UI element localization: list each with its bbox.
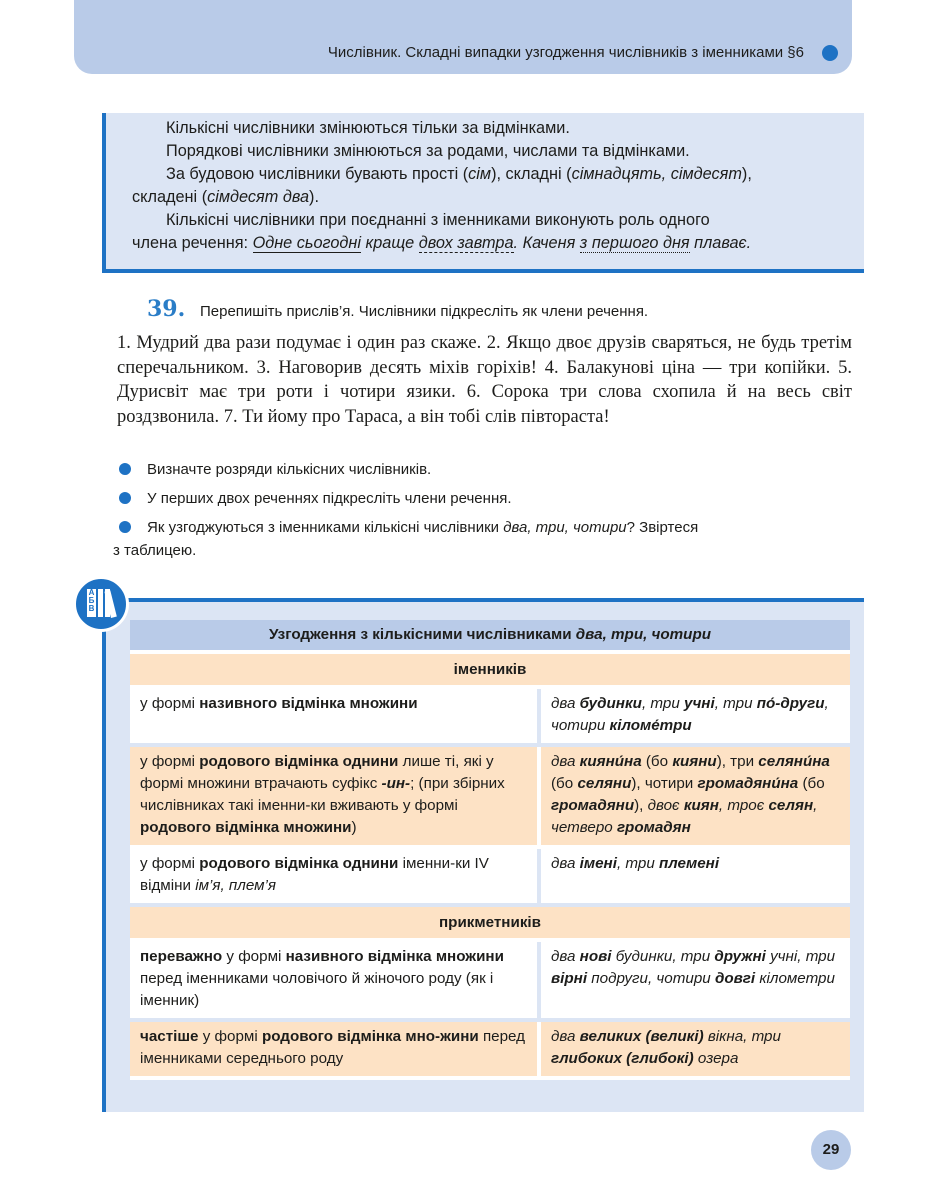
example-text: два bbox=[551, 753, 580, 770]
example-cell bbox=[541, 849, 850, 907]
example-text: двоє bbox=[643, 797, 684, 814]
section-nouns: іменників bbox=[130, 654, 850, 689]
example-word: імені bbox=[579, 855, 617, 872]
example-word: довгі bbox=[714, 970, 756, 987]
example-adverbial: з першого дня bbox=[579, 234, 690, 252]
exercise-text: 1. Мудрий два рази подумає і один раз скаже. 2. Якщо двоє друзів сваряться, не будь третім сперечальником. 3. Наговорив десять міхів горіхів! 4. Балакунові ціна — три копійки. 5. Дурисвіт має три роти і чотири язики. 6. Сорока три слова схопила й на весь світ роздзвонила. 7. Ти йому про Тараса, а він тобі слів півтораста! bbox=[117, 333, 852, 427]
example-text: (бо bbox=[798, 775, 825, 792]
rule-cell: частіше у формі родового відмінка мно-жини перед іменниками середнього роду bbox=[130, 1022, 541, 1080]
example-text: , троє bbox=[718, 797, 769, 814]
example-word: громадян bbox=[616, 819, 691, 836]
abv-label: А Б В bbox=[87, 589, 96, 617]
example-word: селян bbox=[768, 797, 814, 814]
example-text: , три bbox=[714, 695, 757, 712]
rule-line: складені (сімдесят два). bbox=[132, 188, 319, 206]
example-word: нові bbox=[579, 948, 612, 965]
example-word: селяни́на bbox=[758, 753, 830, 770]
example-word: други bbox=[780, 695, 825, 712]
example-word: громадяни bbox=[551, 797, 635, 814]
example-text: (бо bbox=[641, 753, 673, 770]
example-word: дружні bbox=[714, 948, 766, 965]
example-text: два bbox=[551, 1028, 580, 1045]
example-text: , чотири bbox=[551, 695, 829, 734]
example-text: будинки, три bbox=[611, 948, 715, 965]
example-text: подруги, чотири bbox=[587, 970, 715, 987]
bullet-icon bbox=[119, 463, 131, 475]
rule-line: Кількісні числівники змінюються тільки за відмінками. bbox=[166, 119, 570, 137]
exercise-number: 39. bbox=[147, 296, 186, 322]
rule-line: члена речення: Одне сьогодні краще двох завтра. Каченя з першого дня плаває. bbox=[132, 234, 752, 252]
example-text: два bbox=[551, 855, 580, 872]
table-caption: Узгодження з кількісними числівниками два, три, чотири bbox=[130, 620, 850, 654]
rule-line: Порядкові числівники змінюються за родами, числами та відмінками. bbox=[166, 142, 690, 160]
example-text: учні, три bbox=[765, 948, 836, 965]
rule-cell: у формі родового відмінка однини іменни-ки IV відміни ім’я, плем’я bbox=[130, 849, 541, 907]
example-subject: Одне сьогодні bbox=[252, 234, 361, 252]
table-row bbox=[130, 942, 850, 1022]
example-word: учні bbox=[684, 695, 715, 712]
table-row bbox=[130, 689, 850, 747]
example-word: кіломе́три bbox=[609, 717, 692, 734]
example-text: ), чотири bbox=[631, 775, 698, 792]
rule-box bbox=[102, 113, 864, 273]
example-object: двох завтра bbox=[418, 234, 514, 252]
section-adjectives: прикметників bbox=[130, 907, 850, 942]
header-title: Числівник. Складні випадки узгодження числівників з іменниками §6 bbox=[327, 44, 804, 61]
header-dot-icon bbox=[822, 45, 838, 61]
example-text: вікна, bbox=[703, 1028, 748, 1045]
example-word: селяни bbox=[577, 775, 632, 792]
example-text: озера bbox=[693, 1050, 739, 1067]
table-row bbox=[130, 1022, 850, 1080]
example-text: три bbox=[747, 1028, 781, 1045]
example-text: (бо bbox=[551, 775, 578, 792]
rule-line: За будовою числівники бувають прості (сім), складні (сімнадцять, сімдесят), bbox=[166, 165, 752, 183]
example-cell bbox=[541, 1022, 850, 1080]
bullet-icon bbox=[119, 521, 131, 533]
page-number: 29 bbox=[811, 1130, 851, 1170]
rule-cell: переважно у формі називного відмінка множини перед іменниками чоловічого й жіночого роду (як і іменник) bbox=[130, 942, 541, 1022]
example-word: киян bbox=[683, 797, 719, 814]
example-word: глибоких (глибокі) bbox=[551, 1050, 694, 1067]
example-word: великих (великі) bbox=[579, 1028, 704, 1045]
table-row bbox=[130, 849, 850, 907]
bullet-icon bbox=[119, 492, 131, 504]
example-cell bbox=[541, 689, 850, 747]
example-word: кияни́на bbox=[579, 753, 642, 770]
example-word: громадяни́на bbox=[697, 775, 799, 792]
example-text: кілометри bbox=[755, 970, 835, 987]
example-word: племені bbox=[659, 855, 720, 872]
page-header bbox=[74, 0, 852, 74]
rule-line: Кількісні числівники при поєднанні з іменниками виконують роль одного bbox=[166, 211, 710, 229]
example-text: два bbox=[551, 948, 580, 965]
example-text: ), три bbox=[716, 753, 759, 770]
rule-cell: у формі називного відмінка множини bbox=[130, 689, 541, 747]
example-word: вірні bbox=[551, 970, 588, 987]
exercise-task: Перепишіть прислів’я. Числівники підкресліть як члени речення. bbox=[200, 303, 649, 320]
example-text: два bbox=[551, 695, 580, 712]
example-word: по́- bbox=[756, 695, 781, 712]
example-word: кияни bbox=[672, 753, 717, 770]
rule-cell: у формі родового відмінка однини лише ті, які у формі множини втрачають суфікс -ин-; (при збірних числівниках такі іменни-ки вживають у формі родового відмінка множини) bbox=[130, 747, 541, 849]
example-text: , четверо bbox=[551, 797, 818, 836]
example-text: , три bbox=[616, 855, 659, 872]
example-word: будинки bbox=[579, 695, 642, 712]
table-row bbox=[130, 747, 850, 849]
example-cell bbox=[541, 942, 850, 1022]
agreement-table bbox=[130, 620, 850, 1080]
example-text: , три bbox=[641, 695, 684, 712]
example-cell bbox=[541, 747, 850, 849]
books-icon bbox=[73, 576, 129, 632]
example-text: ), bbox=[634, 797, 644, 814]
